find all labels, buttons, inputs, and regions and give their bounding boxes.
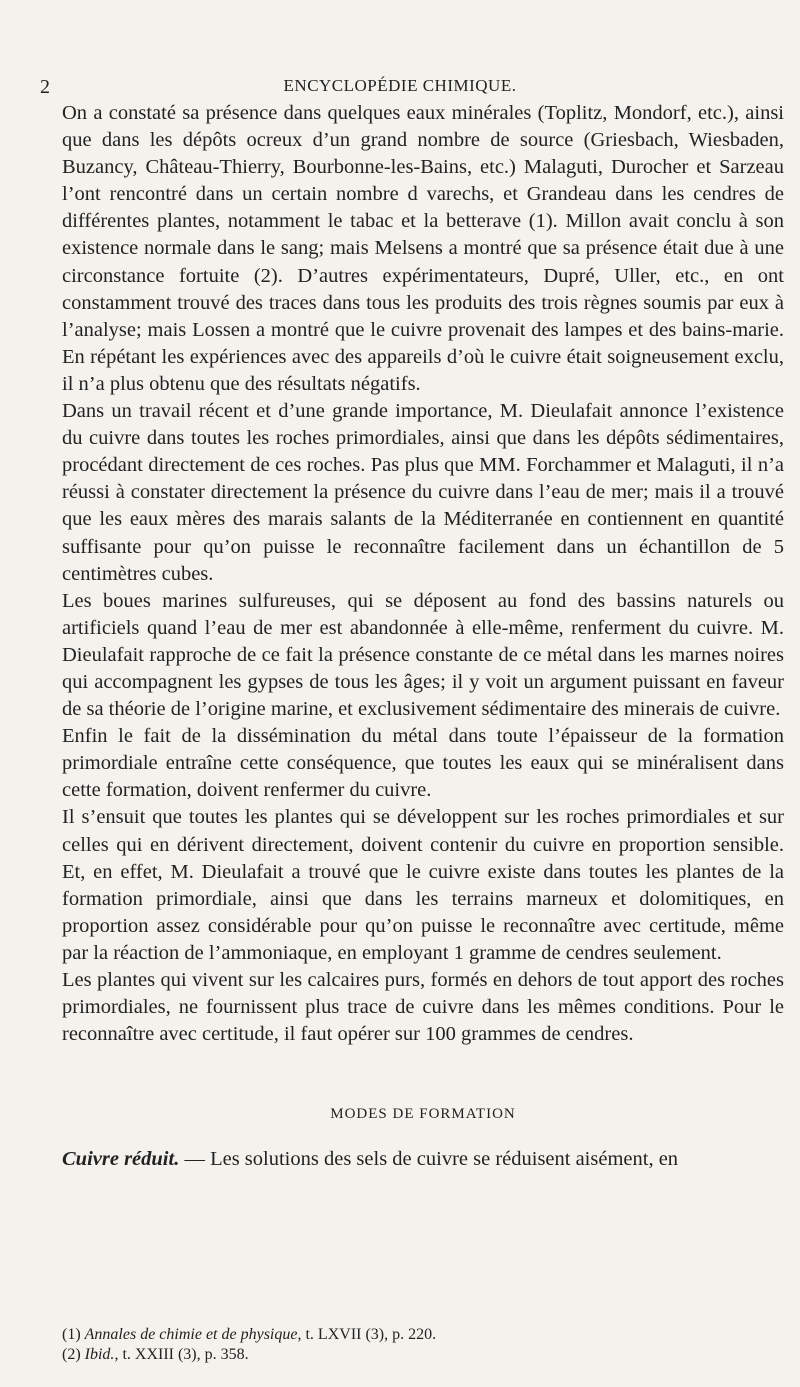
paragraph-1: On a constaté sa présence dans quelques eaux minérales (Toplitz, Mondorf, etc.), ainsi que dans les dépôts ocreux d’un grand nombre de source (Griesbach, Wiesbaden, Buzancy, Château-Thierry, Bourbonne-les-Bains, etc.) Malaguti, Durocher et Sarzeau l’ont rencontré dans un certain nombre d varechs, et Grandeau dans les cendres de différentes plantes, notamment le tabac et la betterave (1). Millon avait conclu à son existence normale dans le sang; mais Melsens a montré que sa présence était due à une circonstance fortuite (2). D’autres expérimentateurs, Dupré, Uller, etc., en ont constamment trouvé des traces dans tous les produits des trois règnes soumis par eux à l’analyse; mais Lossen a montré que le cuivre provenait des lampes et des bains-marie. En répétant les expériences avec des appareils d’où le cuivre était soigneusement exclu, il n’a plus obtenu que des résultats négatifs. [62, 102, 784, 395]
section-heading: MODES DE FORMATION [330, 1106, 516, 1123]
footnote-1 [62, 1325, 762, 1345]
footnote-marker: (1) [62, 1326, 85, 1343]
running-head: ENCYCLOPÉDIE CHIMIQUE. [283, 76, 517, 95]
paragraph-3: Les boues marines sulfureuses, qui se déposent au fond des bassins naturels ou artificiels quand l’eau de mer est abandonnée à elle-même, renferment du cuivre. M. Dieulafait rapproche de ce fait la présence constante de ce métal dans les marnes noires qui accompagnent les gypses de tous les âges; il y voit un argument puissant en faveur de sa théorie de l’origine marine, et exclusivement sédimentaire des minerais de cuivre. [62, 589, 784, 721]
footnote-reference: , t. LXVII (3), p. 220. [297, 1326, 437, 1343]
footnote-title: Annales de chimie et de physique [84, 1326, 298, 1343]
footnote-title: Ibid. [84, 1346, 115, 1363]
paragraph-5: Il s’ensuit que toutes les plantes qui se développent sur les roches primordiales et sur celles qui en dérivent directement, doivent contenir du cuivre en proportion sensible. Et, en effet, M. Dieulafait a trouvé que le cuivre existe dans toutes les plantes de la formation primordiale, ainsi que dans les terrains marneux et dolomitiques, en proportion assez considérable pour qu’on puisse le reconnaître avec certitude, même par la réaction de l’ammoniaque, en employant 1 gramme de cendres seulement. [62, 806, 784, 964]
body-text [62, 100, 784, 1173]
page-header [0, 70, 800, 100]
paragraph-4: Enfin le fait de la dissémination du métal dans toute l’épaisseur de la formation primordiale entraîne cette conséquence, que toutes les eaux qui se minéralisent dans cette formation, doivent renfermer du cuivre. [62, 725, 784, 802]
section-opening-line [62, 1146, 784, 1173]
footnote-reference: , t. XXIII (3), p. 358. [114, 1346, 249, 1363]
paragraph-2: Dans un travail récent et d’une grande importance, M. Dieulafait annonce l’existence du cuivre dans toutes les roches primordiales, ainsi que dans les dépôts sédimentaires, procédant directement de ces roches. Pas plus que MM. Forchammer et Malaguti, il n’a réussi à constater directement la présence du cuivre dans l’eau de mer; mais il a trouvé que les eaux mères des marais salants de la Méditerranée en contiennent en quantité suffisante pour qu’on puisse le reconnaître facilement dans un échantillon de 5 centimètres cubes. [62, 400, 784, 585]
footnote-marker: (2) [62, 1346, 85, 1363]
section-lead-text: — Les solutions des sels de cuivre se réduisent aisément, en [179, 1148, 679, 1171]
footnote-2 [62, 1345, 762, 1365]
paragraph-6: Les plantes qui vivent sur les calcaires purs, formés en dehors de tout apport des roches primordiales, ne fournissent plus trace de cuivre dans les mêmes conditions. Pour le reconnaître avec certitude, il faut opérer sur 100 grammes de cendres. [62, 969, 784, 1046]
section-lead-italic: Cuivre réduit. [62, 1148, 180, 1171]
page-number: 2 [40, 76, 50, 98]
footnotes [62, 1325, 762, 1365]
